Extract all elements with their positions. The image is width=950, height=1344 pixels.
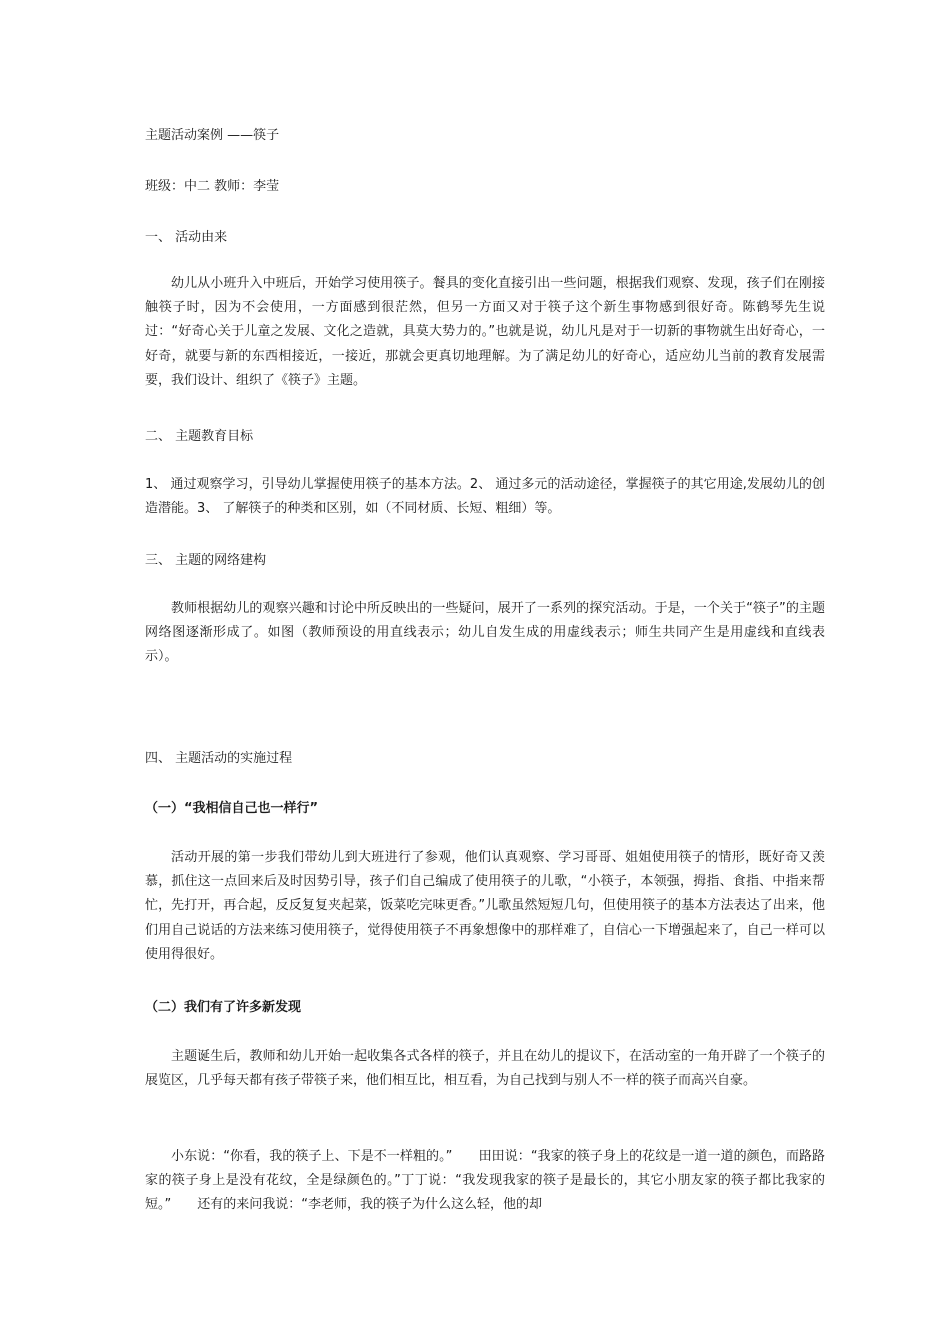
document-title: 主题活动案例 ——筷子 (145, 128, 280, 143)
subsection-2-text-2: 小东说：“你看，我的筷子上、下是不一样粗的。” 田田说：“我家的筷子身上的花纹是一道一道的颜色，而路路家的筷子身上是没有花纹，全是绿颜色的。”丁丁说：“我发现我家的筷子是最长的，其它小朋友家的筷子都比我家的短。” 还有的来问我说：“李老师，我的筷子为什么这么轻，他的却 (145, 1149, 825, 1213)
section-1-paragraph (145, 272, 825, 393)
subsection-2-text-1: 主题诞生后，教师和幼儿开始一起收集各式各样的筷子，并且在幼儿的提议下，在活动室的一角开辟了一个筷子的展览区，几乎每天都有孩子带筷子来，他们相互比，相互看，为自己找到与别人不一样的筷子而高兴自豪。 (145, 1049, 825, 1089)
section-1-heading: 一、 活动由来 (145, 230, 228, 245)
section-3-heading: 三、 主题的网络建构 (145, 553, 267, 568)
subsection-2-paragraph-2 (145, 1145, 825, 1218)
section-1-text: 幼儿从小班升入中班后，开始学习使用筷子。餐具的变化直接引出一些问题，根据我们观察、发现，孩子们在刚接触筷子时，因为不会使用，一方面感到很茫然，但另一方面又对于筷子这个新生事物感到很好奇。陈鹤琴先生说过：“好奇心关于儿童之发展、文化之造就，具莫大势力的。”也就是说，幼儿凡是对于一切新的事物就生出好奇心，一好奇，就要与新的东西相接近，一接近，那就会更真切地理解。为了满足幼儿的好奇心，适应幼儿当前的教育发展需要，我们设计、组织了《筷子》主题。 (145, 276, 825, 388)
subsection-2-heading: （二）我们有了许多新发现 (145, 1000, 302, 1015)
section-3-text: 教师根据幼儿的观察兴趣和讨论中所反映出的一些疑问，展开了一系列的探究活动。于是，一个关于“筷子”的主题网络图逐渐形成了。如图（教师预设的用直线表示；幼儿自发生成的用虚线表示；师生共同产生是用虚线和直线表示）。 (145, 601, 825, 665)
subsection-1-heading: （一）“我相信自己也一样行” (145, 801, 319, 816)
section-2-paragraph (145, 473, 825, 521)
subsection-1-text: 活动开展的第一步我们带幼儿到大班进行了参观，他们认真观察、学习哥哥、姐姐使用筷子的情形，既好奇又羡慕，抓住这一点回来后及时因势引导，孩子们自己编成了使用筷子的儿歌，“小筷子，本领强，拇指、食指、中指来帮忙，先打开，再合起，反反复复夹起菜，饭菜吃完味更香。”儿歌虽然短短几句，但使用筷子的基本方法表达了出来，他们用自己说话的方法来练习使用筷子，觉得使用筷子不再象想像中的那样难了，自信心一下增强起来了，自己一样可以使用得很好。 (145, 850, 825, 962)
section-3-paragraph (145, 597, 825, 670)
class-teacher-line: 班级：中二 教师：李莹 (145, 179, 280, 194)
section-4-heading: 四、 主题活动的实施过程 (145, 751, 293, 766)
subsection-1-paragraph (145, 846, 825, 967)
subsection-2-paragraph-1 (145, 1045, 825, 1093)
section-2-text: 1、 通过观察学习，引导幼儿掌握使用筷子的基本方法。2、 通过多元的活动途径，掌握筷子的其它用途,发展幼儿的创造潜能。3、 了解筷子的种类和区别，如（不同材质、长短、粗细）等。 (145, 477, 825, 517)
section-2-heading: 二、 主题教育目标 (145, 429, 254, 444)
